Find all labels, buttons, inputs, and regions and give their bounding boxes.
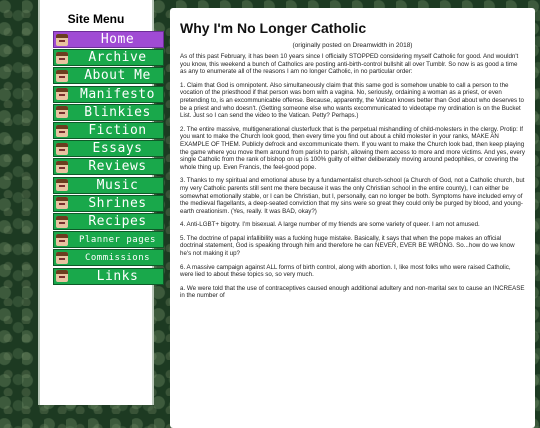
sidebar-item-home[interactable] [53,31,164,48]
face-icon [56,161,68,173]
sidebar-item-label: Commissions [84,252,151,263]
sidebar-item-label: Recipes [88,214,147,229]
sidebar-item-links[interactable] [53,268,164,285]
sidebar-item-commissions[interactable] [53,249,164,266]
sidebar-item-essays[interactable] [53,140,164,157]
sidebar-item-label: Fiction [88,123,147,138]
face-icon [56,88,68,100]
article-paragraph: 2. The entire massive, multigenerational clusterfuck that is the perpetual mishandling of child-molesters in the clergy. Protip: If you want to make the Church look good, then every time you find out about a child molester in your ranks, MAKE AN EXAMPLE OF THEM. Publicly defrock and excommunicate them. If you want to make the Church look bad, then keep playing the game where you move them around from parish to parish, allowing them access to more and more victims. And yes, every single Catholic from the rank of bishop on up is 100% guilty of either deliberately moving around pedophiles, or covering the whole thing up. Even Francis, the feel-good pope. [180,125,525,171]
face-icon [56,216,68,228]
sidebar-item-music[interactable] [53,177,164,194]
face-icon [56,34,68,46]
article-paragraph: As of this past February, it has been 10 years since I officially STOPPED considering myself Catholic for good. And wouldn't you know, this weekend a bunch of Catholics are posting anti-birth-control bullshit all over Tumblr. So now is as good a time as any to enumerate all of the reasons I am no longer Catholic, in no particular order: [180,53,519,76]
article-paragraph: a. We were told that the use of contraceptives caused enough additional adultery and non-marital sex to cause an INCREASE in the number of [180,284,525,300]
article-paragraph: 5. The doctrine of papal infallibility was a fucking huge mistake. Basically, it says that when the pope makes an official doctrinal statement, God is speaking through him and therefore he can NEVER, EVER BE WRONG. So...how do we know he's not making it up? [180,234,515,258]
sidebar-item-recipes[interactable] [53,213,164,230]
sidebar-item-label: Planner pages [79,234,156,245]
face-icon [56,179,68,191]
face-icon [56,125,68,137]
sidebar-item-blinkies[interactable] [53,104,164,121]
post-origin-note: (originally posted on Dreamwidth in 2018) [292,42,413,49]
article-paragraph: 3. Thanks to my spiritual and emotional abuse by a fundamentalist church-school (a Church of God, not a Catholic church, but my very Catholic parents still sent me there because it was the only Christian school in the entire county), I can either be somewhat emotionally stable, or I can be Christian, but I, personally, can no longer be both. Symptoms have included envy of the medieval flagellants, a deep-seated conviction that my sins were so great they could only be purged by blood, and young-earth creationism. (Yes, really. It was BAD, okay?) [180,177,525,215]
face-icon [56,52,68,64]
sidebar-item-label: Music [96,177,139,193]
sidebar-item-label: Blinkies [84,104,151,120]
sidebar-item-label: About Me [84,68,151,84]
sidebar-item-label: Archive [88,50,147,66]
sidebar-item-about-me[interactable] [53,67,164,84]
sidebar-item-fiction[interactable] [53,122,164,139]
sidebar-item-reviews[interactable] [53,158,164,175]
face-icon [56,270,68,282]
face-icon [56,234,68,246]
article-paragraph: 1. Claim that God is omnipotent. Also simultaneously claim that this same god is somehow unable to call a person to the vocation of the priesthood if that person was born with a vagina. No, seriously, ordaining a woman as a priest, or even pretending to, is an excommunicable offense. Because, apparently, the Vatican knows better than God about who deserves to be a priest and who doesn't. (Getting someone else who wants excommunicated to videotape my ordination is on the Bucket List. Just so I can send the video to the Vatican. Petty? Perhaps.) [180,81,524,120]
face-icon [56,70,68,82]
menu-title: Site Menu [67,12,125,26]
article-card [170,8,535,428]
sidebar-item-label: Shrines [88,195,147,211]
face-icon [56,106,68,118]
sidebar-item-label: Links [96,268,139,284]
sidebar-item-planner-pages[interactable] [53,231,164,248]
face-icon [56,143,68,155]
sidebar-item-archive[interactable] [53,49,164,66]
article-paragraph: 4. Anti-LGBT+ bigotry. I'm bisexual. A large number of my friends are some variety of queer. I am not amused. [180,221,480,229]
face-icon [56,252,68,264]
sidebar-item-label: Manifesto [80,86,155,102]
article-paragraph: 6. A massive campaign against ALL forms of birth control, along with abortion. I, like most folks who were raised Catholic, were lied to about these topics so, so very much. [180,263,511,279]
sidebar-item-manifesto[interactable] [53,86,164,103]
sidebar-item-label: Reviews [88,159,147,175]
face-icon [56,197,68,209]
page-title: Why I'm No Longer Catholic [180,20,367,36]
sidebar-item-shrines[interactable] [53,195,164,212]
sidebar-item-label: Home [100,32,135,47]
sidebar-item-label: Essays [92,141,143,157]
